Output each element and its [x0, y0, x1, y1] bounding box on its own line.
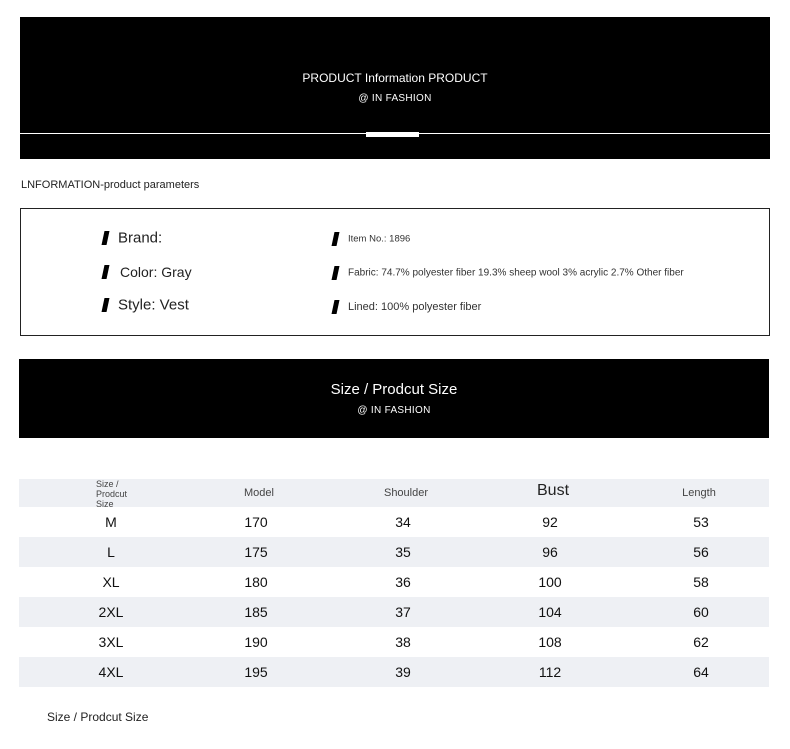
size-table [19, 479, 769, 687]
table-row: M 170 34 92 53 [105, 514, 709, 530]
banner-subtitle: @ IN FASHION [358, 93, 432, 104]
slash-marker-icon [102, 265, 110, 279]
slash-marker-icon [102, 298, 110, 312]
product-info-banner [20, 17, 770, 159]
size-banner-subtitle: @ IN FASHION [357, 405, 431, 416]
slash-marker-icon [102, 231, 110, 245]
style-text: Style: Vest [118, 296, 189, 314]
param-fabric [333, 264, 684, 282]
header-length: Length [682, 487, 716, 499]
size-banner [19, 359, 769, 438]
slash-marker-icon [332, 300, 340, 314]
header-bust: Bust [536, 482, 570, 499]
header-shoulder: Shoulder [383, 487, 429, 499]
product-parameters-box [20, 208, 770, 336]
fabric-text: Fabric: 74.7% polyester fiber 19.3% sheep wool 3% acrylic 2.7% Other fiber [348, 267, 684, 279]
table-row: L 175 35 96 56 [19, 537, 769, 567]
lined-text: Lined: 100% polyester fiber [348, 300, 482, 313]
param-color [103, 263, 192, 281]
slash-marker-icon [332, 266, 340, 280]
table-row: 4XL 195 39 112 64 [19, 657, 769, 687]
size-banner-title: Size / Prodcut Size [330, 381, 458, 398]
header-model: Model [244, 487, 274, 499]
size-table-header [19, 479, 769, 507]
bottom-size-label: Size / Prodcut Size [47, 710, 149, 724]
parameters-heading: LNFORMATION-product parameters [21, 179, 200, 191]
header-size: Size / Prodcut Size [96, 479, 128, 509]
param-brand [103, 229, 162, 247]
param-item-no [333, 230, 410, 248]
banner-title: PRODUCT Information PRODUCT [302, 71, 488, 85]
banner-accent-bar [366, 132, 419, 137]
table-row: 2XL 185 37 104 60 [19, 597, 769, 627]
param-style [103, 296, 189, 314]
table-row: 3XL 190 38 108 62 [98, 634, 709, 650]
slash-marker-icon [332, 232, 340, 246]
item-no-text: Item No.: 1896 [348, 233, 411, 245]
color-text: Color: Gray [120, 263, 192, 280]
brand-text: Brand: [118, 229, 163, 247]
table-row: XL 180 36 100 58 [102, 574, 709, 590]
param-lined [333, 298, 481, 316]
